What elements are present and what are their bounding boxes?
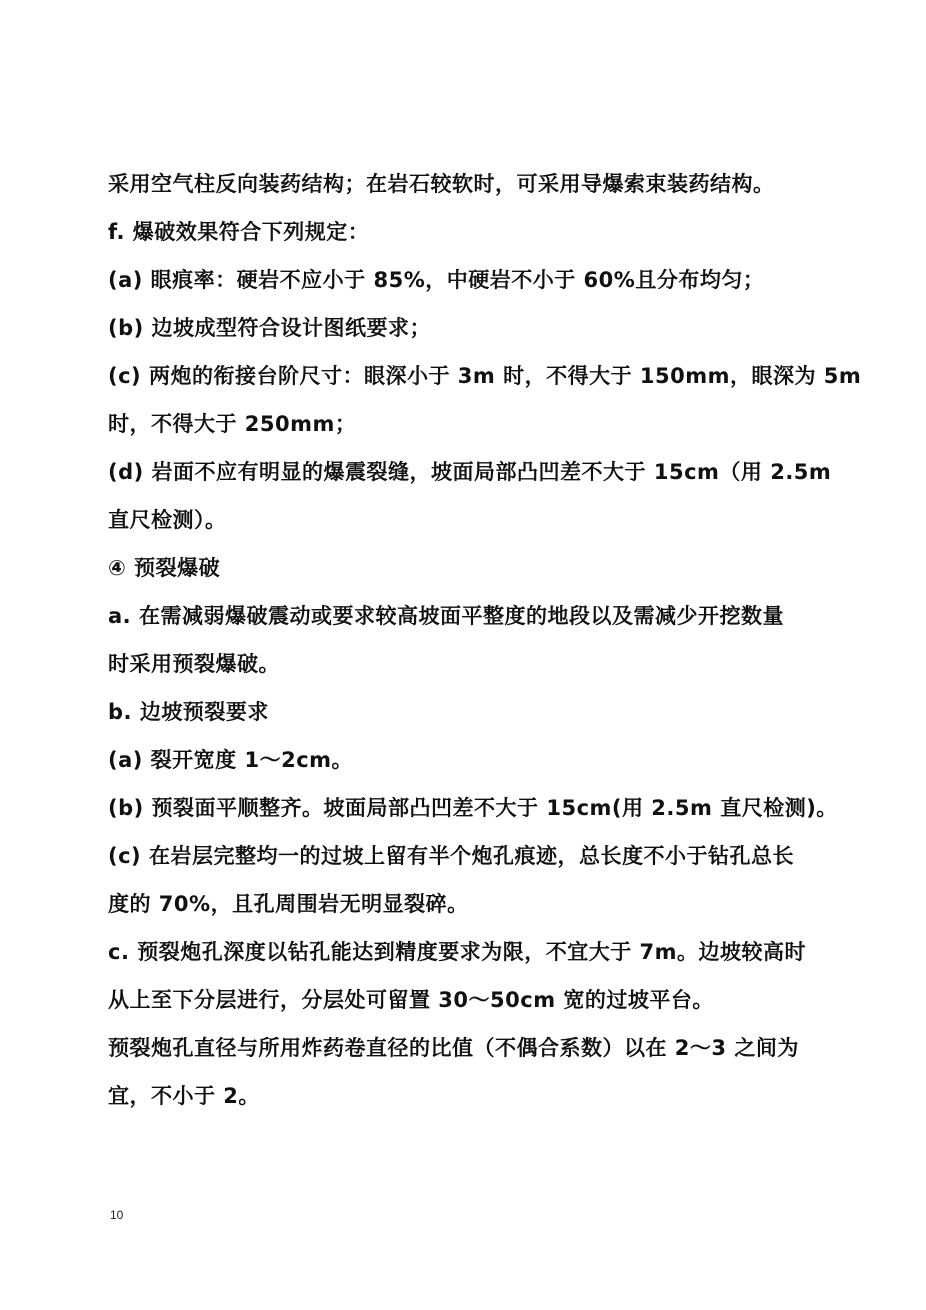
text-line: f. 爆破效果符合下列规定： xyxy=(108,220,370,244)
text-line: c. 预裂炮孔深度以钻孔能达到精度要求为限，不宜大于 7m。边坡较高时 xyxy=(108,940,807,964)
document-body xyxy=(108,160,862,1120)
text-line: 预裂炮孔直径与所用炸药卷直径的比值（不偶合系数）以在 2～3 之间为 xyxy=(108,1036,799,1060)
page-number: 10 xyxy=(110,1208,124,1222)
text-line: (d) 岩面不应有明显的爆震裂缝，坡面局部凸凹差不大于 15cm（用 2.5m xyxy=(108,460,832,484)
text-line: (b) 边坡成型符合设计图纸要求； xyxy=(108,316,432,340)
text-line: 采用空气柱反向装药结构；在岩石较软时，可采用导爆索束装药结构。 xyxy=(108,172,775,196)
text-line: b. 边坡预裂要求 xyxy=(108,700,269,724)
text-line: 直尺检测）。 xyxy=(108,508,227,532)
text-line: (a) 裂开宽度 1～2cm。 xyxy=(108,748,354,772)
text-line: (c) 两炮的衔接台阶尺寸：眼深小于 3m 时，不得大于 150mm，眼深为 5m xyxy=(108,364,862,388)
text-line: 度的 70%，且孔周围岩无明显裂碎。 xyxy=(108,892,469,916)
text-line: 宜，不小于 2。 xyxy=(108,1084,260,1108)
section-heading: ④ 预裂爆破 xyxy=(108,556,221,580)
text-line: (b) 预裂面平顺整齐。坡面局部凸凹差不大于 15cm(用 2.5m 直尺检测)。 xyxy=(108,796,838,820)
text-line: (c) 在岩层完整均一的过坡上留有半个炮孔痕迹，总长度不小于钻孔总长 xyxy=(108,844,794,868)
text-line: (a) 眼痕率：硬岩不应小于 85%，中硬岩不小于 60%且分布均匀； xyxy=(108,268,765,292)
text-line: 时采用预裂爆破。 xyxy=(108,652,280,676)
text-line: 时，不得大于 250mm； xyxy=(108,412,357,436)
text-line: 从上至下分层进行，分层处可留置 30～50cm 宽的过坡平台。 xyxy=(108,988,714,1012)
text-line: a. 在需减弱爆破震动或要求较高坡面平整度的地段以及需减少开挖数量 xyxy=(108,604,784,628)
